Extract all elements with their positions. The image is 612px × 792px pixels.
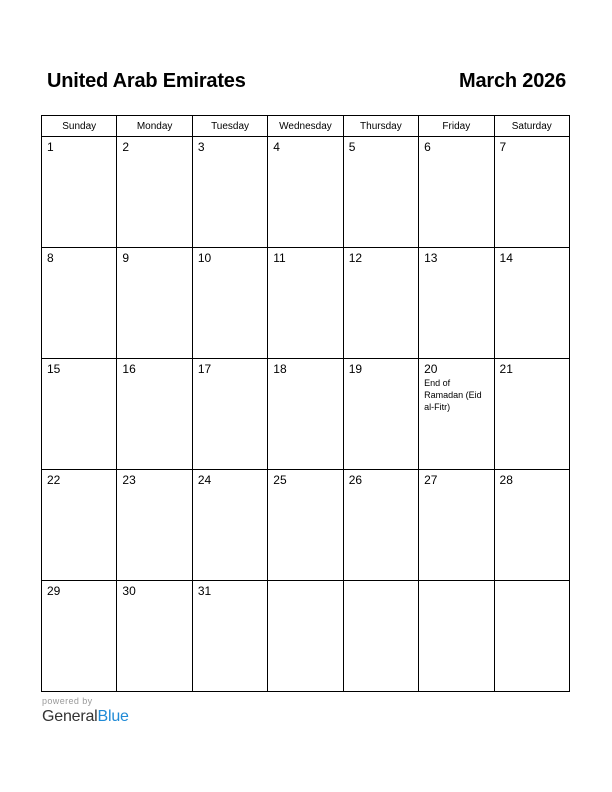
week-row	[42, 470, 570, 581]
holiday-label	[495, 154, 569, 155]
day-cell	[42, 359, 117, 470]
day-cell	[343, 248, 418, 359]
holiday-label	[42, 265, 116, 266]
day-cell	[494, 359, 569, 470]
day-cell	[343, 359, 418, 470]
holiday-label	[344, 376, 418, 377]
day-number: 28	[499, 473, 513, 487]
holiday-label	[495, 376, 569, 377]
holiday-label	[419, 487, 493, 488]
brand-general-text: General	[42, 708, 98, 725]
day-cell	[419, 581, 494, 692]
day-number: 8	[47, 251, 54, 265]
day-cell	[494, 137, 569, 248]
day-cell	[42, 137, 117, 248]
weekday-header: Sunday	[42, 116, 117, 137]
holiday-label	[117, 154, 191, 155]
weekday-header: Thursday	[343, 116, 418, 137]
powered-by-label: powered by	[42, 696, 93, 706]
holiday-label	[268, 265, 342, 266]
day-cell	[343, 137, 418, 248]
holiday-label	[495, 584, 569, 585]
holiday-label	[117, 487, 191, 488]
day-number: 19	[348, 362, 363, 376]
holiday-label	[117, 598, 191, 599]
day-cell	[117, 581, 192, 692]
day-cell	[268, 248, 343, 359]
day-cell	[192, 359, 267, 470]
holiday-label	[344, 487, 418, 488]
day-number: 22	[47, 473, 61, 487]
holiday-label	[42, 154, 116, 155]
holiday-label	[42, 376, 116, 377]
brand-blue-text: Blue	[97, 708, 129, 725]
holiday-label	[42, 487, 116, 488]
holiday-label	[268, 584, 342, 585]
holiday-label	[193, 154, 267, 155]
holiday-label	[193, 487, 267, 488]
day-cell	[192, 581, 267, 692]
day-number: 16	[122, 362, 136, 376]
day-cell	[117, 359, 192, 470]
day-cell	[192, 137, 267, 248]
day-cell	[192, 470, 267, 581]
holiday-label	[117, 376, 191, 377]
weekday-header-row	[42, 116, 570, 137]
weekday-header: Monday	[117, 116, 192, 137]
holiday-label	[419, 584, 493, 585]
holiday-label	[268, 154, 342, 155]
day-number: 29	[47, 584, 61, 598]
day-cell	[419, 470, 494, 581]
day-cell	[42, 470, 117, 581]
day-cell	[268, 359, 343, 470]
day-cell	[268, 137, 343, 248]
weekday-header: Wednesday	[268, 116, 343, 137]
week-row	[42, 248, 570, 359]
day-number: 27	[424, 473, 438, 487]
day-number: 31	[197, 584, 212, 598]
day-cell	[419, 359, 494, 470]
day-number: 4	[273, 140, 280, 154]
day-number: 23	[122, 473, 136, 487]
holiday-label	[344, 154, 418, 155]
holiday-label	[193, 265, 267, 266]
day-number: 14	[499, 251, 513, 265]
footer-branding	[42, 696, 129, 727]
calendar-country-title: United Arab Emirates	[47, 70, 246, 92]
day-number: 20	[424, 362, 438, 376]
day-cell	[343, 581, 418, 692]
holiday-label	[495, 265, 569, 266]
day-number: 24	[197, 473, 212, 487]
day-number: 1	[47, 140, 54, 154]
holiday-label	[419, 265, 493, 266]
holiday-label	[268, 376, 342, 377]
day-number: 13	[424, 251, 438, 265]
day-number: 21	[499, 362, 513, 376]
day-cell	[419, 137, 494, 248]
week-row	[42, 359, 570, 470]
day-cell	[268, 470, 343, 581]
weekday-header: Friday	[419, 116, 494, 137]
day-number: 6	[424, 140, 431, 154]
day-number: 15	[47, 362, 61, 376]
day-number: 3	[197, 140, 205, 154]
day-number: 7	[499, 140, 507, 154]
day-cell	[192, 248, 267, 359]
day-number: 5	[348, 140, 356, 154]
day-number: 30	[122, 584, 136, 598]
week-row	[42, 581, 570, 692]
day-number: 10	[197, 251, 212, 265]
month-calendar-grid	[41, 115, 570, 692]
weekday-header: Tuesday	[192, 116, 267, 137]
day-number: 18	[273, 362, 287, 376]
day-number: 11	[273, 251, 286, 265]
day-cell	[117, 470, 192, 581]
day-number: 26	[348, 473, 363, 487]
holiday-label	[268, 487, 342, 488]
day-cell	[268, 581, 343, 692]
day-number: 17	[197, 362, 212, 376]
holiday-label	[42, 598, 116, 599]
weekday-header: Saturday	[494, 116, 569, 137]
day-cell	[419, 248, 494, 359]
holiday-label	[344, 265, 418, 266]
day-cell	[117, 248, 192, 359]
day-number: 25	[273, 473, 287, 487]
day-number: 2	[122, 140, 130, 154]
generalblue-logo	[42, 707, 129, 727]
holiday-label	[344, 584, 418, 585]
holiday-label	[193, 598, 267, 599]
day-number: 9	[122, 251, 130, 265]
holiday-label	[495, 487, 569, 488]
holiday-label: End of Ramadan (Eid al-Fitr)	[424, 378, 482, 412]
holiday-label	[419, 154, 493, 155]
day-cell	[494, 581, 569, 692]
week-row	[42, 137, 570, 248]
day-cell	[42, 581, 117, 692]
calendar-month-title: March 2026	[459, 70, 566, 92]
day-cell	[494, 470, 569, 581]
day-cell	[494, 248, 569, 359]
day-number: 12	[348, 251, 363, 265]
day-cell	[343, 470, 418, 581]
day-cell	[117, 137, 192, 248]
day-cell	[42, 248, 117, 359]
holiday-label	[117, 265, 191, 266]
holiday-label	[193, 376, 267, 377]
